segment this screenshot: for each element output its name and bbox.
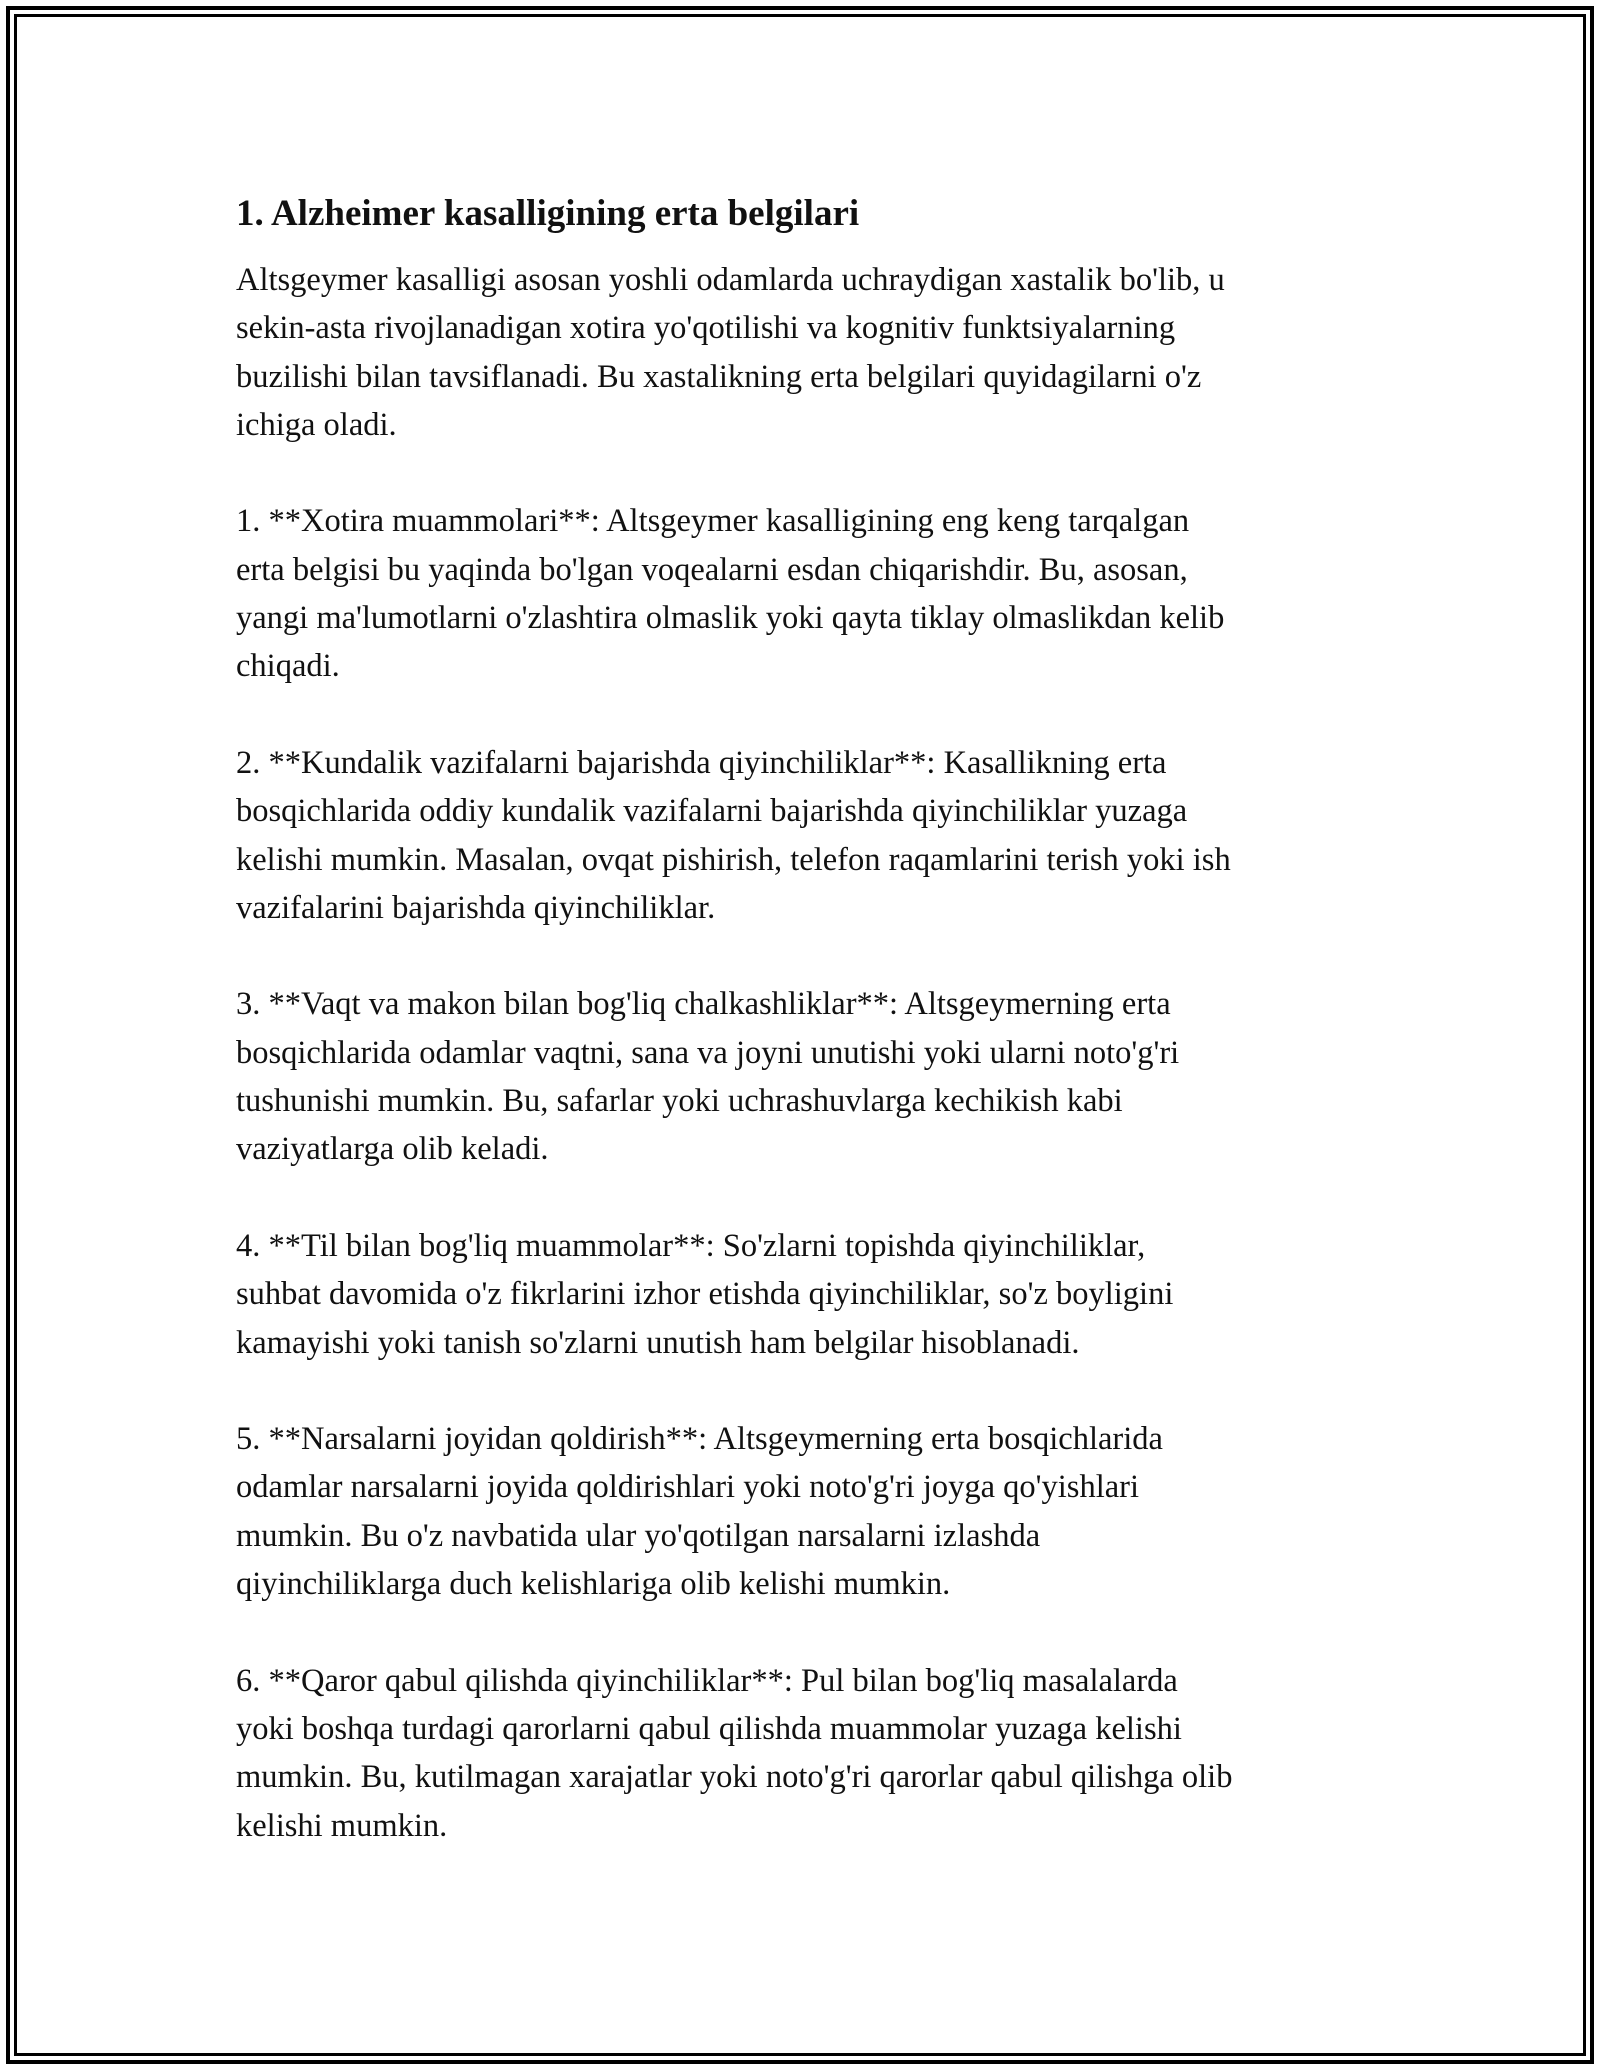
text-line: 2. **Kundalik vazifalarni bajarishda qiyinchiliklar**: Kasallikning erta (236, 744, 1167, 781)
document-heading: 1. Alzheimer kasalligining erta belgilari (236, 193, 860, 234)
text-line: bosqichlarida oddiy kundalik vazifalarni bajarishda qiyinchiliklar yuzaga (236, 793, 1188, 830)
text-line: erta belgisi bu yaqinda bo'lgan voqealarni esdan chiqarishdir. Bu, asosan, (236, 551, 1188, 588)
text-line: qiyinchiliklarga duch kelishlariga olib kelishi mumkin. (236, 1566, 951, 1603)
text-line: vazifalarini bajarishda qiyinchiliklar. (236, 889, 716, 926)
text-line: chiqadi. (236, 648, 340, 685)
text-line: tushunishi mumkin. Bu, safarlar yoki uchrashuvlarga kechikish kabi (236, 1083, 1123, 1120)
text-line: kelishi mumkin. (236, 1807, 448, 1844)
list-item-memory-problems (236, 497, 1366, 690)
text-line: suhbat davomida o'z fikrlarini izhor etishda qiyinchiliklar, so'z boyligini (236, 1276, 1174, 1313)
text-line: yangi ma'lumotlarni o'zlashtira olmaslik yoki qayta tiklay olmaslikdan kelib (236, 600, 1225, 637)
text-line: yoki boshqa turdagi qarorlarni qabul qilishda muammolar yuzaga kelishi (236, 1710, 1182, 1747)
text-line: 1. **Xotira muammolari**: Altsgeymer kasalligining eng keng tarqalgan (236, 503, 1190, 540)
intro-paragraph (236, 256, 1366, 449)
list-item-decision-making (236, 1657, 1366, 1850)
text-line: mumkin. Bu o'z navbatida ular yo'qotilgan narsalarni izlashda (236, 1517, 1041, 1554)
text-line: Altsgeymer kasalligi asosan yoshli odamlarda uchraydigan xastalik bo'lib, u (236, 262, 1225, 298)
text-line: 4. **Til bilan bog'liq muammolar**: So'zlarni topishda qiyinchiliklar, (236, 1227, 1146, 1264)
text-line: ichiga oladi. (236, 406, 397, 443)
list-item-daily-tasks (236, 739, 1366, 932)
text-line: 6. **Qaror qabul qilishda qiyinchiliklar**: Pul bilan bog'liq masalalarda (236, 1662, 1178, 1699)
list-item-time-place-confusion (236, 980, 1366, 1173)
text-line: sekin-asta rivojlanadigan xotira yo'qotilishi va kognitiv funktsiyalarning (236, 310, 1176, 347)
text-line: kamayishi yoki tanish so'zlarni unutish ham belgilar hisoblanadi. (236, 1324, 1080, 1361)
text-line: mumkin. Bu, kutilmagan xarajatlar yoki noto'g'ri qarorlar qabul qilishga olib (236, 1759, 1233, 1796)
list-item-language-problems (236, 1222, 1366, 1367)
list-item-misplacing-things (236, 1415, 1366, 1608)
document-body (236, 188, 1366, 1898)
text-line: kelishi mumkin. Masalan, ovqat pishirish, telefon raqamlarini terish yoki ish (236, 841, 1231, 878)
text-line: odamlar narsalarni joyida qoldirishlari yoki noto'g'ri joyga qo'yishlari (236, 1469, 1140, 1506)
text-line: buzilishi bilan tavsiflanadi. Bu xastalikning erta belgilari quyidagilarni o'z (236, 358, 1202, 395)
text-line: 3. **Vaqt va makon bilan bog'liq chalkashliklar**: Altsgeymerning erta (236, 986, 1171, 1023)
text-line: bosqichlarida odamlar vaqtni, sana va joyni unutishi yoki ularni noto'g'ri (236, 1034, 1180, 1071)
text-line: vaziyatlarga olib keladi. (236, 1131, 549, 1168)
text-line: 5. **Narsalarni joyidan qoldirish**: Altsgeymerning erta bosqichlarida (236, 1421, 1163, 1458)
